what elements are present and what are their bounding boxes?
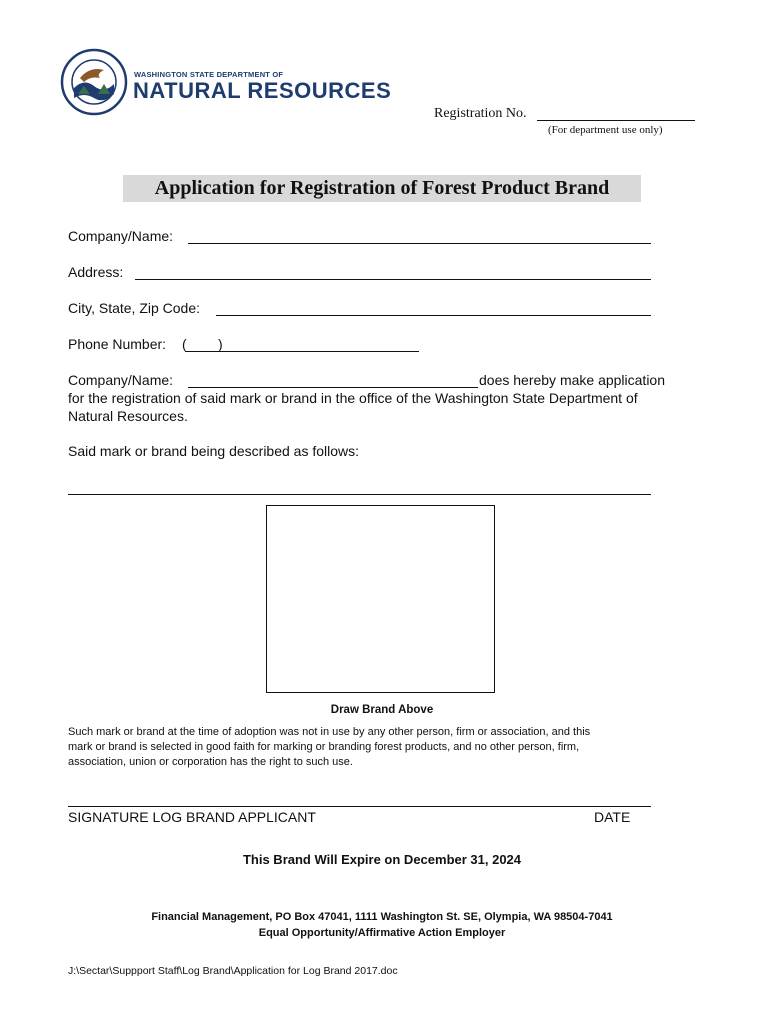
company-name-line[interactable] bbox=[188, 243, 651, 244]
dnr-seal-logo bbox=[60, 48, 128, 116]
footer-file-path: J:\Sectar\Suppport Staff\Log Brand\Application for Log Brand 2017.doc bbox=[68, 965, 398, 977]
phone-line[interactable] bbox=[186, 351, 419, 352]
draw-brand-caption: Draw Brand Above bbox=[330, 704, 434, 716]
date-label: DATE bbox=[594, 809, 631, 825]
address-line[interactable] bbox=[135, 279, 651, 280]
described-label: Said mark or brand being described as follows: bbox=[68, 443, 360, 459]
application-line-3: Natural Resources. bbox=[68, 408, 188, 424]
signature-label: SIGNATURE LOG BRAND APPLICANT bbox=[68, 809, 316, 825]
address-label: Address: bbox=[68, 264, 124, 280]
city-state-zip-label: City, State, Zip Code: bbox=[68, 300, 201, 316]
phone-open-paren: ( bbox=[182, 336, 187, 352]
signature-line[interactable] bbox=[68, 806, 651, 807]
footer-address: Financial Management, PO Box 47041, 1111 Washington St. SE, Olympia, WA 98504-7041 bbox=[151, 911, 613, 923]
statement-line-1: Such mark or brand at the time of adoption was not in use by any other person, firm or association, and this bbox=[68, 726, 591, 738]
page-title: Application for Registration of Forest Product Brand bbox=[123, 175, 641, 202]
logo-main-text: NATURAL RESOURCES bbox=[133, 78, 392, 103]
brand-drawing-box[interactable] bbox=[266, 505, 495, 693]
description-line[interactable] bbox=[68, 494, 651, 495]
footer-eoe: Equal Opportunity/Affirmative Action Employer bbox=[258, 927, 506, 939]
application-company-line[interactable] bbox=[188, 387, 478, 388]
city-state-zip-line[interactable] bbox=[216, 315, 651, 316]
logo-top-text: WASHINGTON STATE DEPARTMENT OF bbox=[134, 70, 284, 79]
registration-note: (For department use only) bbox=[548, 124, 663, 136]
registration-label: Registration No. bbox=[434, 106, 527, 121]
application-company-label: Company/Name: bbox=[68, 372, 174, 388]
statement-line-3: association, union or corporation has the right to such use. bbox=[68, 756, 353, 768]
registration-line[interactable] bbox=[537, 120, 695, 121]
phone-close-paren: ) bbox=[218, 336, 223, 352]
expiry-notice: This Brand Will Expire on December 31, 2024 bbox=[242, 852, 522, 867]
statement-line-2: mark or brand is selected in good faith for marking or branding forest products, and no other person, firm, bbox=[68, 741, 580, 753]
application-line-2: for the registration of said mark or brand in the office of the Washington State Department of bbox=[68, 390, 638, 406]
company-name-label: Company/Name: bbox=[68, 228, 174, 244]
phone-label: Phone Number: bbox=[68, 336, 167, 352]
application-does-hereby: does hereby make application bbox=[479, 372, 666, 388]
